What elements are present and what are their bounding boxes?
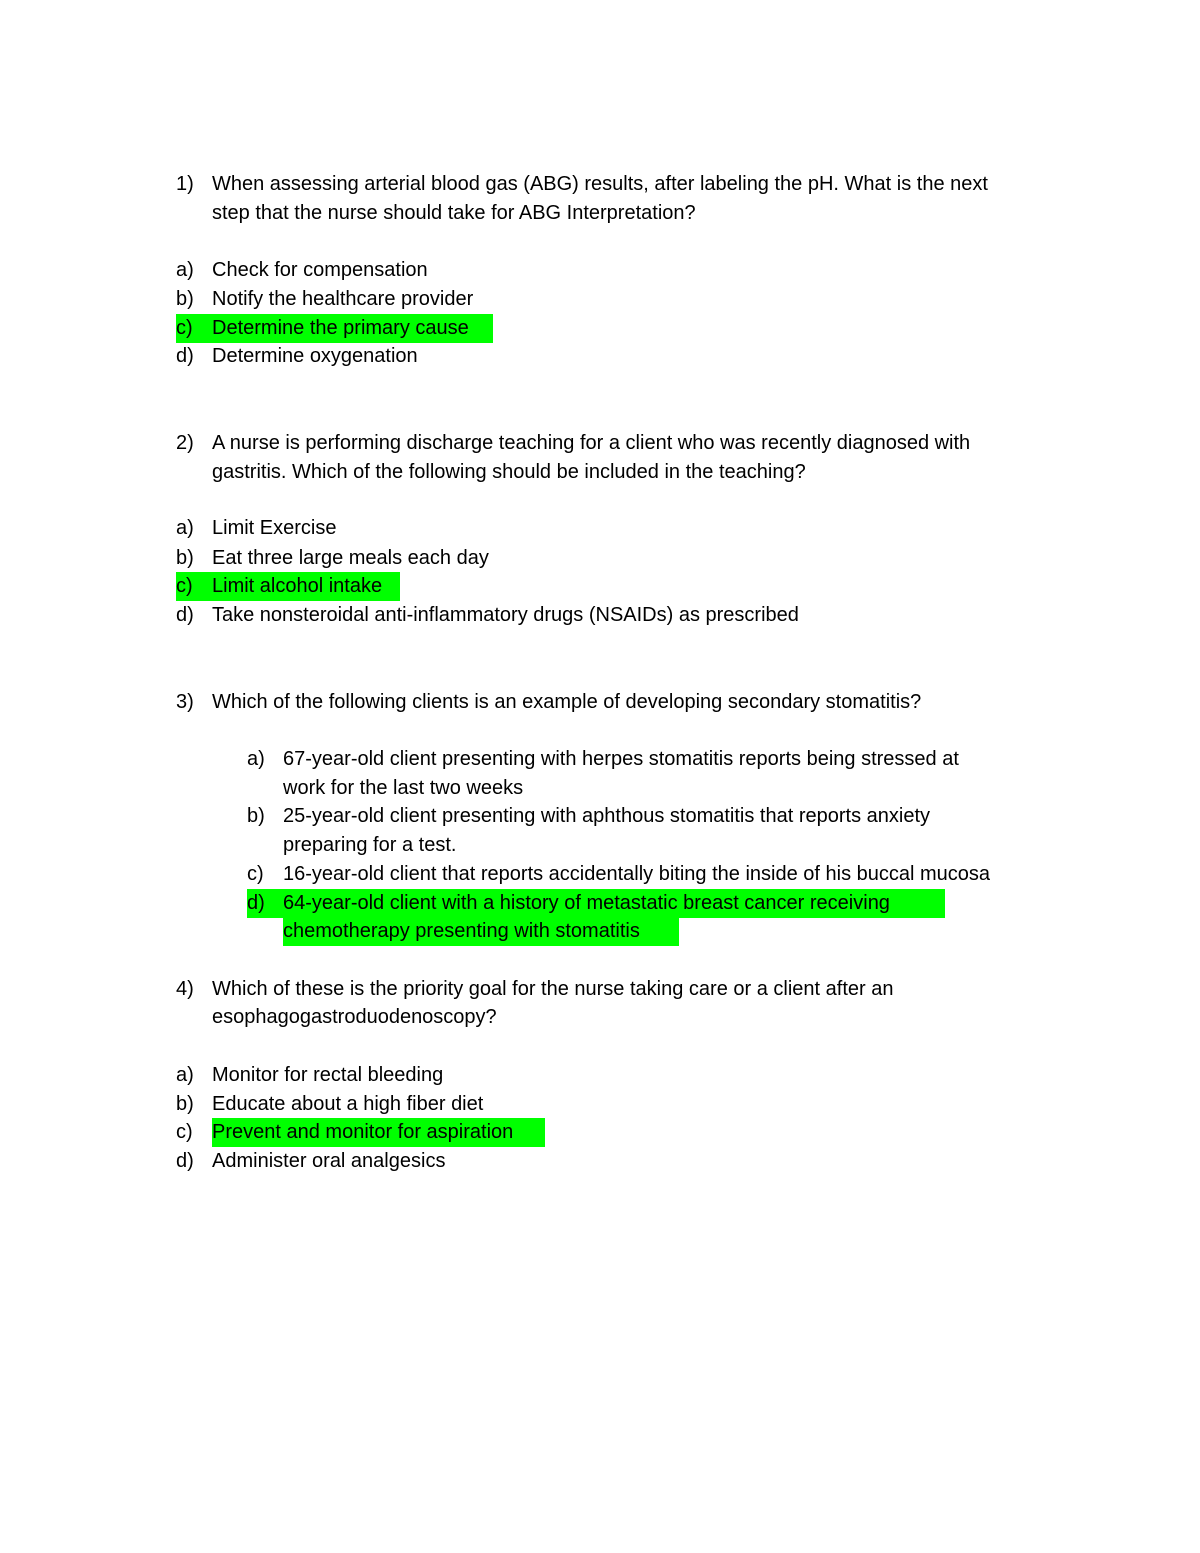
q2-option-d-text: Take nonsteroidal anti-inflammatory drugs (NSAIDs) as prescribed <box>212 604 799 626</box>
q4-option-b-text: Educate about a high fiber diet <box>212 1093 484 1115</box>
q3-option-b-letter: b) <box>247 805 265 827</box>
q1-option-b-letter: b) <box>176 288 194 310</box>
q2-option-a-letter: a) <box>176 517 194 539</box>
q2-option-a-text: Limit Exercise <box>212 517 337 539</box>
q3-option-b-text-line-2: preparing for a test. <box>283 834 457 856</box>
q1-option-a-text: Check for compensation <box>212 259 428 281</box>
q4-option-d-letter: d) <box>176 1150 194 1172</box>
q2-option-c-text: Limit alcohol intake <box>212 575 383 597</box>
q1-option-c-letter: c) <box>176 317 193 339</box>
question-4-text-line-2: esophagogastroduodenoscopy? <box>212 1006 497 1028</box>
q2-option-b-letter: b) <box>176 547 194 569</box>
q3-option-d-text-line-1: 64-year-old client with a history of metastatic breast cancer receiving <box>283 892 890 914</box>
q1-option-c-text: Determine the primary cause <box>212 317 469 339</box>
q3-option-a-text-line-2: work for the last two weeks <box>283 777 524 799</box>
question-1-text-line-1: When assessing arterial blood gas (ABG) results, after labeling the pH. What is the next <box>212 173 988 195</box>
q1-option-d-letter: d) <box>176 345 194 367</box>
q2-option-c-letter: c) <box>176 575 193 597</box>
q4-option-d-text: Administer oral analgesics <box>212 1150 446 1172</box>
q3-option-b-text-line-1: 25-year-old client presenting with aphthous stomatitis that reports anxiety <box>283 805 931 827</box>
question-1-text-line-2: step that the nurse should take for ABG Interpretation? <box>212 202 696 224</box>
q4-option-b-letter: b) <box>176 1093 194 1115</box>
q2-option-b-text: Eat three large meals each day <box>212 547 489 569</box>
q3-option-c-letter: c) <box>247 863 264 885</box>
question-4-text-line-1: Which of these is the priority goal for the nurse taking care or a client after an <box>212 978 894 1000</box>
q1-option-a-letter: a) <box>176 259 194 281</box>
q4-option-c-letter: c) <box>176 1121 193 1143</box>
q1-option-b-text: Notify the healthcare provider <box>212 288 474 310</box>
q2-option-d-letter: d) <box>176 604 194 626</box>
question-4-number: 4) <box>176 978 194 1000</box>
q3-option-d-letter: d) <box>247 892 265 914</box>
q4-option-a-text: Monitor for rectal bleeding <box>212 1064 444 1086</box>
q3-option-c-text: 16-year-old client that reports accidentally biting the inside of his buccal mucosa <box>283 863 991 885</box>
question-2-text-line-1: A nurse is performing discharge teaching for a client who was recently diagnosed with <box>212 432 971 454</box>
question-2-text-line-2: gastritis. Which of the following should be included in the teaching? <box>212 461 806 483</box>
question-2-number: 2) <box>176 432 194 454</box>
q3-option-a-text-line-1: 67-year-old client presenting with herpes stomatitis reports being stressed at <box>283 748 959 770</box>
question-3-number: 3) <box>176 691 194 713</box>
q4-option-a-letter: a) <box>176 1064 194 1086</box>
q3-option-d-text-line-2: chemotherapy presenting with stomatitis <box>283 920 640 942</box>
question-3-text-line-1: Which of the following clients is an example of developing secondary stomatitis? <box>212 691 922 713</box>
q3-option-a-letter: a) <box>247 748 265 770</box>
q1-option-d-text: Determine oxygenation <box>212 345 418 367</box>
question-1-number: 1) <box>176 173 194 195</box>
q4-option-c-text: Prevent and monitor for aspiration <box>212 1121 514 1143</box>
